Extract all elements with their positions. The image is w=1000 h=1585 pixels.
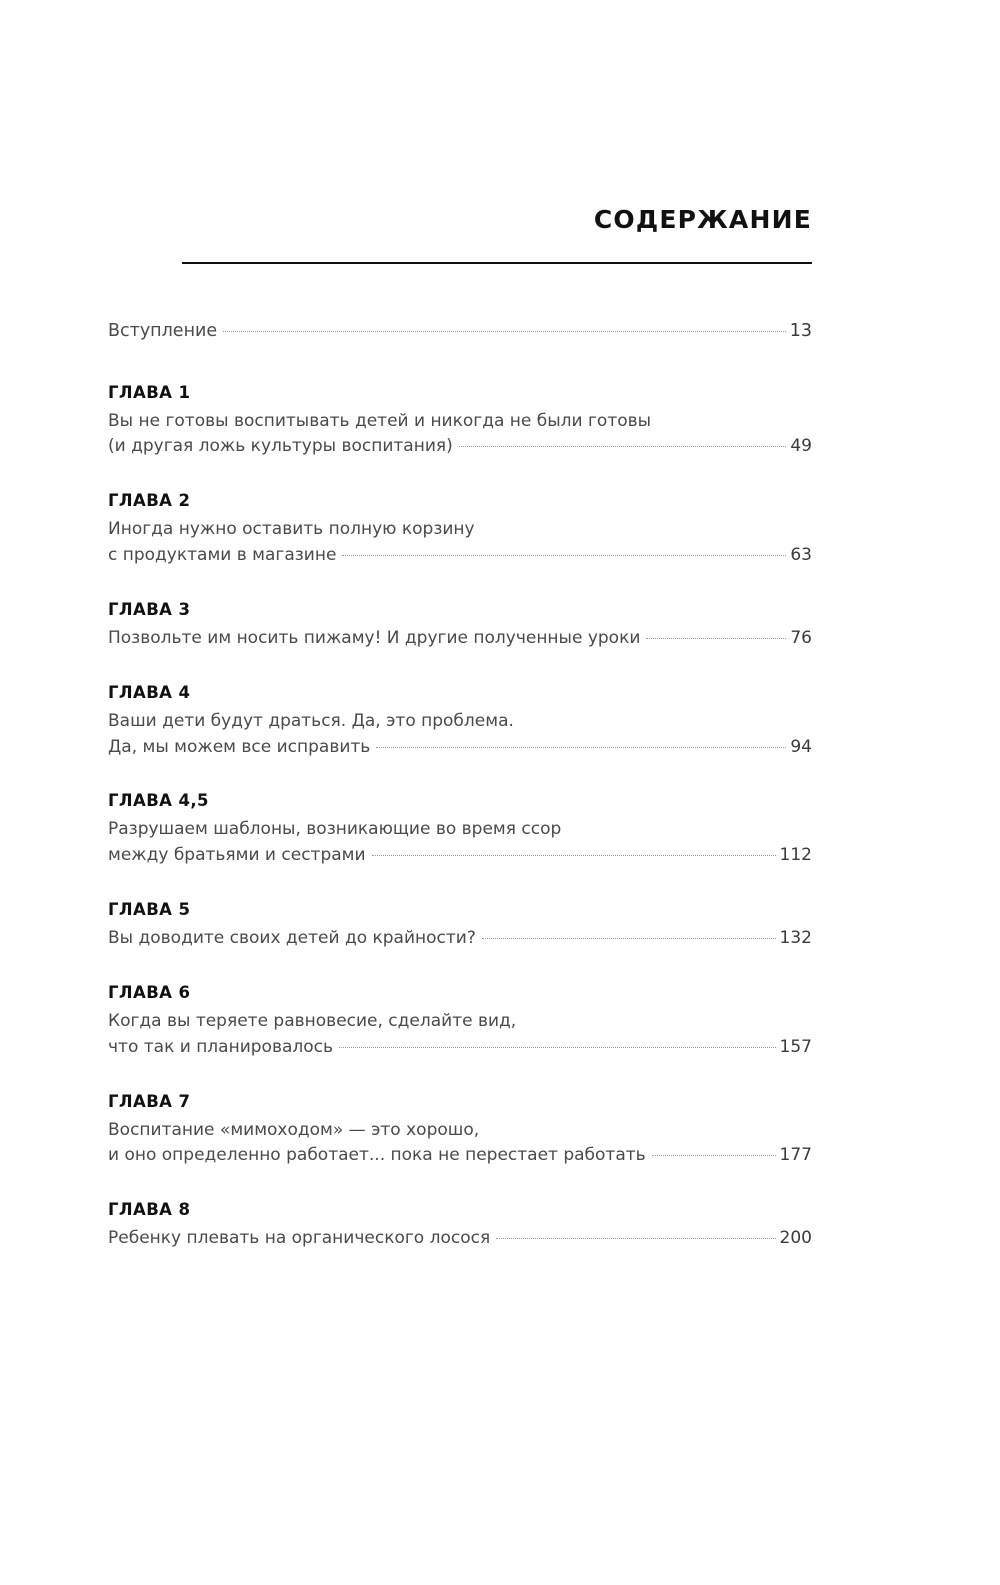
leader-dots bbox=[496, 1237, 775, 1239]
toc-page-number: 13 bbox=[789, 321, 812, 341]
leader-dots bbox=[372, 854, 776, 856]
chapter-label: ГЛАВА 2 bbox=[108, 491, 191, 511]
toc-entry-chapter-4-5[interactable] bbox=[108, 791, 812, 869]
toc-entry-text: с продуктами в магазине bbox=[108, 545, 337, 566]
title-divider bbox=[182, 262, 812, 264]
toc-line bbox=[108, 626, 812, 652]
toc-entry-label: Вступление bbox=[108, 321, 218, 341]
toc-entry-text: Когда вы теряете равновесие, сделайте вид, bbox=[108, 1010, 517, 1031]
toc-entry-text: Да, мы можем все исправить bbox=[108, 736, 371, 757]
chapter-label: ГЛАВА 5 bbox=[108, 900, 191, 920]
toc-page-number: 63 bbox=[790, 545, 812, 566]
toc-line bbox=[108, 735, 812, 761]
chapter-label: ГЛАВА 7 bbox=[108, 1091, 191, 1111]
leader-dots bbox=[339, 1046, 776, 1048]
toc-page-number: 177 bbox=[779, 1145, 812, 1166]
toc-line bbox=[108, 543, 812, 569]
chapter-label: ГЛАВА 6 bbox=[108, 982, 191, 1002]
leader-dots bbox=[342, 554, 786, 556]
toc-entry-intro[interactable] bbox=[108, 318, 812, 345]
chapter-label: ГЛАВА 1 bbox=[108, 382, 191, 402]
leader-dots bbox=[376, 746, 786, 748]
toc-line bbox=[108, 817, 812, 843]
toc-entry-text: и оно определенно работает... пока не перестает работать bbox=[108, 1145, 646, 1166]
toc-line bbox=[108, 926, 812, 952]
toc-entry-text: Ваши дети будут драться. Да, это проблема. bbox=[108, 710, 514, 731]
toc-page-number: 132 bbox=[779, 928, 812, 949]
leader-dots bbox=[646, 637, 786, 639]
toc-entry-text: Позвольте им носить пижаму! И другие полученные уроки bbox=[108, 627, 641, 648]
chapter-label: ГЛАВА 3 bbox=[108, 599, 191, 619]
toc-entry-text: Вы доводите своих детей до крайности? bbox=[108, 928, 476, 949]
toc-line bbox=[108, 1009, 812, 1035]
toc-line bbox=[108, 434, 812, 460]
toc-entry-chapter-1[interactable] bbox=[108, 383, 812, 461]
toc-entry-text: Разрушаем шаблоны, возникающие во время ссор bbox=[108, 819, 562, 840]
toc-entry-text: что так и планировалось bbox=[108, 1036, 334, 1057]
chapter-label: ГЛАВА 4 bbox=[108, 682, 191, 702]
leader-dots bbox=[223, 330, 786, 332]
chapter-label: ГЛАВА 8 bbox=[108, 1200, 191, 1220]
toc-entry-text: (и другая ложь культуры воспитания) bbox=[108, 436, 453, 457]
toc-entry-text: Иногда нужно оставить полную корзину bbox=[108, 519, 475, 540]
toc-page-number: 76 bbox=[790, 627, 812, 648]
page-title: СОДЕРЖАНИЕ bbox=[593, 205, 812, 234]
toc-entry-text: между братьями и сестрами bbox=[108, 845, 366, 866]
toc-entry-text: Воспитание «мимоходом» — это хорошо, bbox=[108, 1119, 480, 1140]
toc-entry-chapter-7[interactable] bbox=[108, 1092, 812, 1170]
chapter-label: ГЛАВА 4,5 bbox=[108, 791, 209, 811]
toc-entry-chapter-5[interactable] bbox=[108, 900, 812, 952]
toc-page-number: 94 bbox=[790, 736, 812, 757]
toc-entry-chapter-2[interactable] bbox=[108, 491, 812, 569]
leader-dots bbox=[482, 937, 776, 939]
leader-dots bbox=[459, 445, 787, 447]
toc-entry-text: Вы не готовы воспитывать детей и никогда не были готовы bbox=[108, 410, 652, 431]
toc-line bbox=[108, 517, 812, 543]
toc-container bbox=[108, 205, 812, 1283]
toc-line bbox=[108, 318, 812, 345]
toc-page-number: 112 bbox=[779, 845, 812, 866]
leader-dots bbox=[652, 1154, 776, 1156]
toc-line bbox=[108, 1143, 812, 1169]
toc-line bbox=[108, 1035, 812, 1061]
toc-line bbox=[108, 409, 812, 435]
toc-entry-chapter-6[interactable] bbox=[108, 983, 812, 1061]
toc-entry-chapter-8[interactable] bbox=[108, 1200, 812, 1252]
toc-entry-chapter-4[interactable] bbox=[108, 683, 812, 761]
toc-page-number: 49 bbox=[790, 436, 812, 457]
toc-page-number: 200 bbox=[779, 1228, 812, 1249]
toc-page-number: 157 bbox=[779, 1036, 812, 1057]
toc-entry-text: Ребенку плевать на органического лосося bbox=[108, 1228, 491, 1249]
toc-line bbox=[108, 1226, 812, 1252]
toc-entry-chapter-3[interactable] bbox=[108, 600, 812, 652]
toc-line bbox=[108, 843, 812, 869]
toc-line bbox=[108, 1118, 812, 1144]
toc-line bbox=[108, 709, 812, 735]
